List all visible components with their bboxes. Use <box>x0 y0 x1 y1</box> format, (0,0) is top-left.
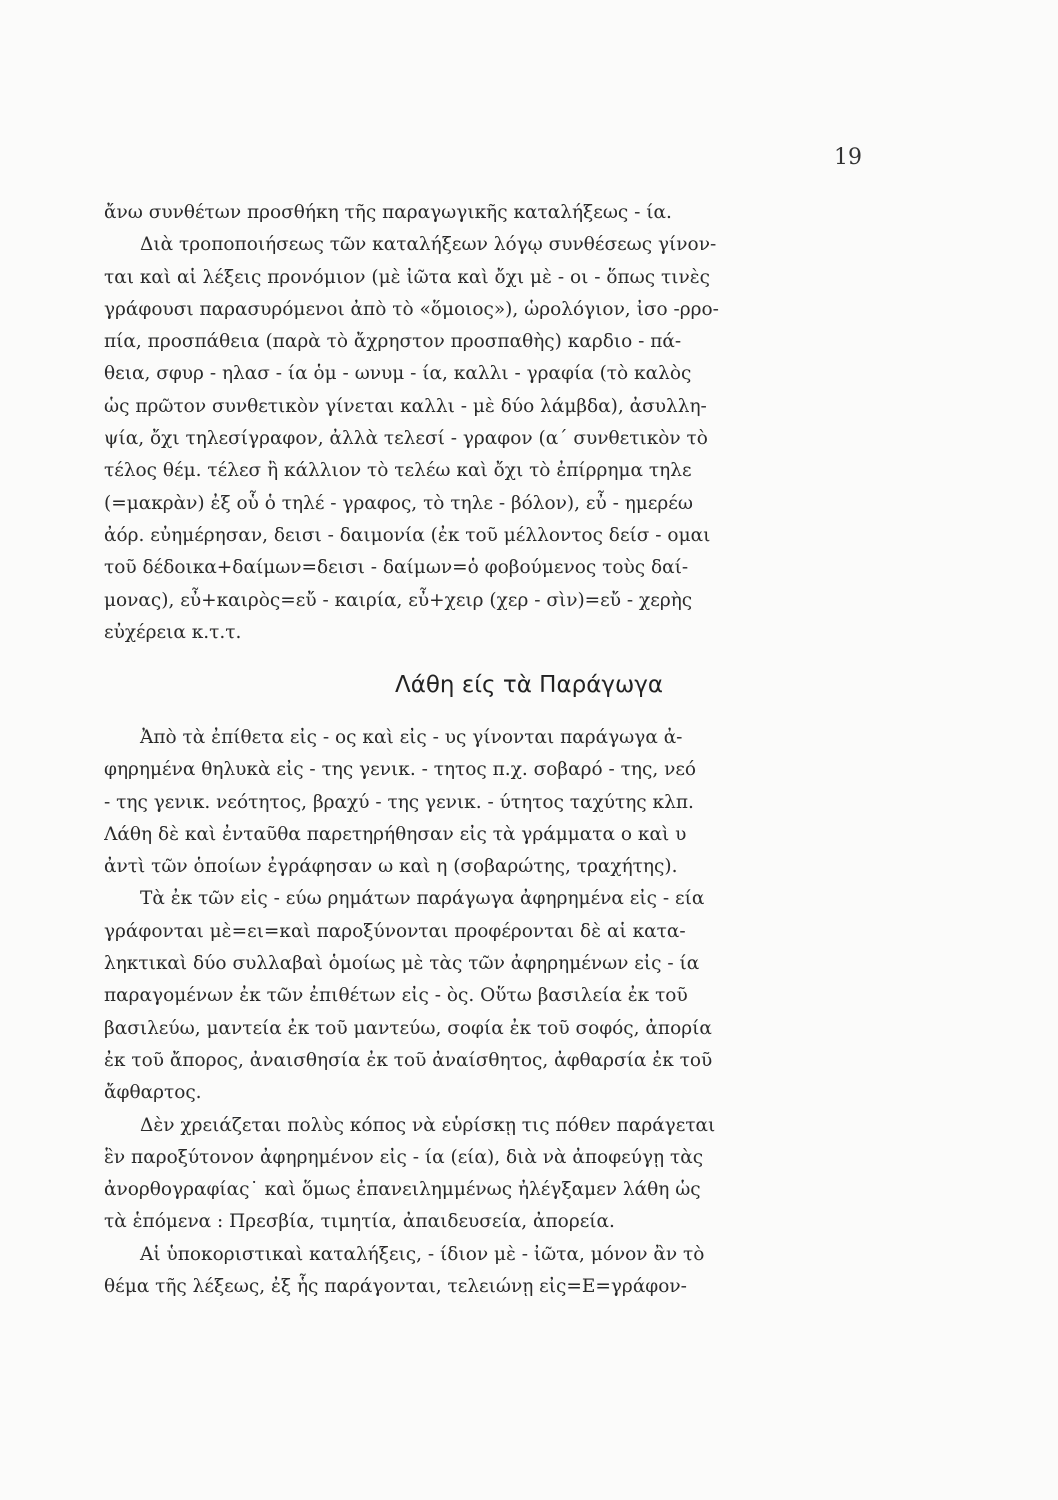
text-line: Ἀπὸ τὰ ἐπίθετα εἰς - ος καὶ εἰς - υς γίνονται παράγωγα ἀ- <box>140 727 683 748</box>
text-line: (=μακρὰν) ἐξ οὗ ὁ τηλέ - γραφος, τὸ τηλε - βόλον), εὖ - ημερέω <box>104 492 693 514</box>
text-line: τὰ ἑπόμενα : Πρεσβία, τιμητία, ἀπαιδευσεία, ἀπορεία. <box>104 1211 615 1233</box>
paragraph <box>104 1110 864 1239</box>
text-line: Διὰ τροποποιήσεως τῶν καταλήξεων λόγῳ συνθέσεως γίνον- <box>140 234 717 256</box>
text-line: ἄνω συνθέτων προσθήκη τῆς παραγωγικῆς καταλήξεως - ία. <box>104 202 672 223</box>
text-line: παραγομένων ἐκ τῶν ἐπιθέτων εἰς - ὸς. Οὕτω βασιλεία ἐκ τοῦ <box>104 985 688 1007</box>
text-line: Λάθη δὲ καὶ ἐνταῦθα παρετηρήθησαν εἰς τὰ γράμματα ο καὶ υ <box>104 823 687 845</box>
text-line: θεια, σφυρ - ηλασ - ία ὁμ - ωνυμ - ία, καλλι - γραφία (τὸ καλὸς <box>104 363 692 385</box>
text-line: Δὲν χρειάζεται πολὺς κόπος νὰ εὑρίσκῃ τις πόθεν παράγεται <box>140 1114 716 1136</box>
text-line: ἓν παροξύτονον ἀφηρημένον εἰς - ία (εία), διὰ νὰ ἀποφεύγῃ τὰς <box>104 1146 704 1168</box>
text-line: μονας), εὖ+καιρὸς=εὔ - καιρία, εὖ+χειρ (χερ - σὶν)=εὔ - χερὴς <box>104 589 693 611</box>
text-line: ἀόρ. εὐημέρησαν, δεισι - δαιμονία (ἐκ τοῦ μέλλοντος δείσ - ομαι <box>104 524 711 546</box>
page-number: 19 <box>834 145 862 170</box>
text-line: πία, προσπάθεια (παρὰ τὸ ἄχρηστον προσπαθὴς) καρδιο - πά- <box>104 331 682 353</box>
continued-paragraph <box>104 197 864 649</box>
paragraph <box>104 1239 864 1304</box>
text-line: βασιλεύω, μαντεία ἐκ τοῦ μαντεύω, σοφία ἐκ τοῦ σοφός, ἀπορία <box>104 1017 712 1039</box>
text-line: τοῦ δέδοικα+δαίμων=δεισι - δαίμων=ὁ φοβούμενος τοὺς δαί- <box>104 557 689 579</box>
text-line: - της γενικ. νεότητος, βραχύ - της γενικ. - ύτητος ταχύτης κλπ. <box>104 791 694 813</box>
text-line: εὐχέρεια κ.τ.τ. <box>104 621 242 643</box>
text-line: ληκτικαὶ δύο συλλαβαὶ ὁμοίως μὲ τὰς τῶν ἀφηρημένων εἰς - ία <box>104 953 700 975</box>
text-line: τέλος θέμ. τέλεσ ἢ κάλλιον τὸ τελέω καὶ ὄχι τὸ ἐπίρρημα τηλε <box>104 460 692 482</box>
paragraph <box>104 883 864 1109</box>
text-line: γράφονται μὲ=ει=καὶ παροξύνονται προφέρονται δὲ αἱ κατα- <box>104 920 686 942</box>
section-body <box>104 722 864 1303</box>
text-line: ἐκ τοῦ ἄπορος, ἀναισθησία ἐκ τοῦ ἀναίσθητος, ἀφθαρσία ἐκ τοῦ <box>104 1049 713 1071</box>
text-line: Τὰ ἐκ τῶν εἰς - εύω ρημάτων παράγωγα ἀφηρημένα εἰς - εία <box>140 888 705 910</box>
text-line: ψία, ὄχι τηλεσίγραφον, ἀλλὰ τελεσί - γραφον (α΄ συνθετικὸν τὸ <box>104 428 708 450</box>
text-line: ἀνορθογραφίας˙ καὶ ὅμως ἐπανειλημμένως ἠλέγξαμεν λάθη ὡς <box>104 1179 701 1201</box>
text-line: γράφουσι παρασυρόμενοι ἀπὸ τὸ «ὅμοιος»), ὡρολόγιον, ἰσο -ρρο- <box>104 298 719 320</box>
text-line: ἀντὶ τῶν ὁποίων ἐγράφησαν ω καὶ η (σοβαρώτης, τραχήτης). <box>104 856 678 878</box>
text-line: ται καὶ αἱ λέξεις προνόμιον (μὲ ἰῶτα καὶ ὄχι μὲ - οι - ὅπως τινὲς <box>104 266 711 288</box>
paragraph <box>104 722 864 883</box>
text-line: ἄφθαρτος. <box>104 1082 202 1104</box>
text-line: ὡς πρῶτον συνθετικὸν γίνεται καλλι - μὲ δύο λάμβδα), ἀσυλλη- <box>104 395 707 417</box>
text-line: θέμα τῆς λέξεως, ἐξ ἧς παράγονται, τελειώνῃ εἰς=Ε=γράφον- <box>104 1276 687 1298</box>
section-heading: Λάθη είς τὰ Παράγωγα <box>394 672 664 698</box>
text-line: φηρημένα θηλυκὰ εἰς - της γενικ. - τητος π.χ. σοβαρό - της, νεό <box>104 759 697 781</box>
text-line: Αἱ ὑποκοριστικαὶ καταλήξεις, - ίδιον μὲ - ἰῶτα, μόνον ἂν τὸ <box>140 1243 705 1265</box>
